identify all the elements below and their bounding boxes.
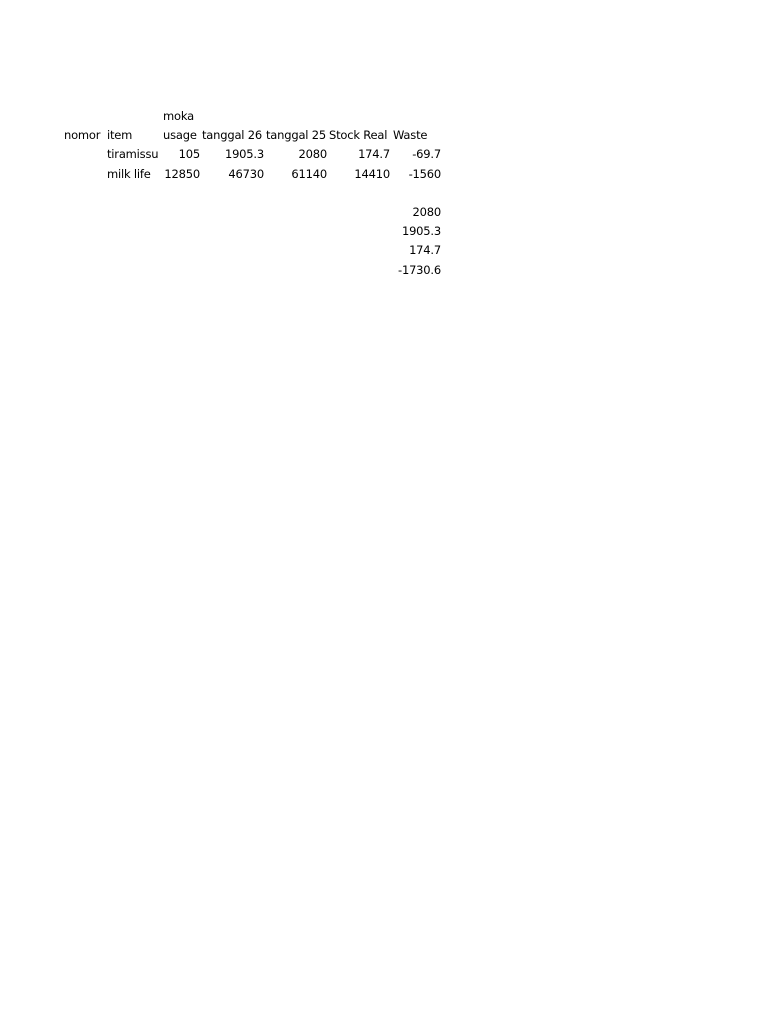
header-stock-real: Stock Real bbox=[329, 128, 388, 142]
table-row-2-usage: 12850 bbox=[164, 167, 200, 181]
table-row-1-usage: 105 bbox=[178, 147, 200, 161]
table-row-2-waste: -1560 bbox=[408, 167, 441, 181]
calc-value-2: 1905.3 bbox=[401, 224, 441, 238]
table-row-2-stock-real: 14410 bbox=[354, 167, 390, 181]
header-usage: usage bbox=[163, 128, 197, 142]
header-waste: Waste bbox=[393, 128, 428, 142]
header-item: item bbox=[107, 128, 133, 142]
table-row-1-tanggal-25: 2080 bbox=[298, 147, 327, 161]
table-row-2-item: milk life bbox=[107, 167, 151, 181]
table-row-1-waste: -69.7 bbox=[412, 147, 441, 161]
calc-value-4: -1730.6 bbox=[398, 263, 441, 277]
table-row-1-stock-real: 174.7 bbox=[358, 147, 390, 161]
header-tanggal-26: tanggal 26 bbox=[202, 128, 262, 142]
header-tanggal-25: tanggal 25 bbox=[266, 128, 326, 142]
table-row-1-tanggal-26: 1905.3 bbox=[224, 147, 264, 161]
table-row-2-tanggal-25: 61140 bbox=[291, 167, 327, 181]
table-row-1-item: tiramissu bbox=[107, 147, 159, 161]
table-row-2-tanggal-26: 46730 bbox=[228, 167, 264, 181]
header-nomor: nomor bbox=[64, 128, 101, 142]
calc-value-1: 2080 bbox=[412, 205, 441, 219]
calc-value-3: 174.7 bbox=[409, 243, 441, 257]
header-moka: moka bbox=[163, 109, 194, 123]
